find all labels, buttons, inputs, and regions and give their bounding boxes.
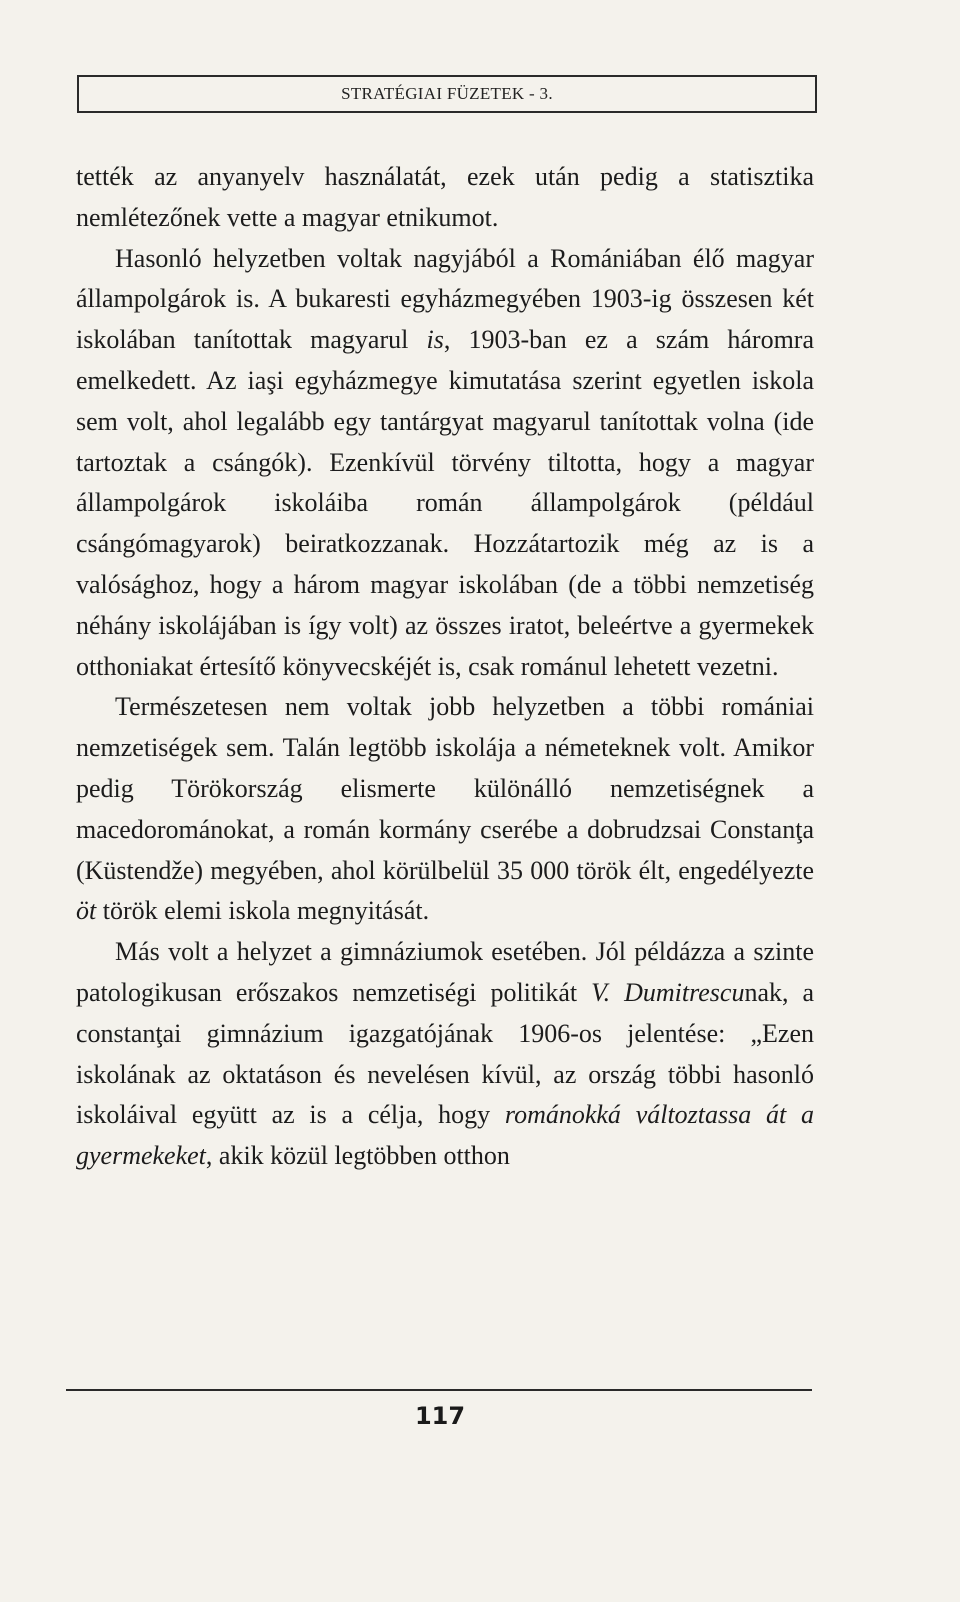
body-text: [76, 157, 814, 1177]
paragraph: [76, 239, 814, 688]
series-title: STRATÉGIAI FÜZETEK - 3.: [341, 84, 553, 103]
page-number: 117: [414, 1402, 466, 1430]
text-run: Hasonló helyzetben voltak nagyjából a Romániában élő magyar állampolgárok is. A bukaresti egyházmegyében 1903-ig összesen két iskolában tanítottak magyarul: [76, 243, 814, 355]
italic-run: öt: [76, 896, 97, 926]
text-run: Más volt a helyzet a gimnáziumok esetében. Jól példázza a szinte patologikusan erőszakos nemzetiségi politikát: [76, 937, 814, 1007]
text-run: , 1903-ban ez a szám háromra emelkedett. Az iaşi egyházmegye kimutatása szerint egyetlen iskola sem volt, ahol legalább egy tantárgyat magyarul tanítottak volna (ide tartoztak a csángók). Ezenkívül törvény tiltotta, hogy a magyar állampolgárok iskoláiba román állampolgárok (például csángómagyarok) beiratkozzanak. Hozzátartozik még az is a valósághoz, hogy a három magyar iskolában (de a többi nemzetiség néhány iskolájában is így volt) az összes iratot, beleértve a gyermekek otthoniakat értesítő könyvecskéjét is, csak románul lehetett vezetni.: [76, 325, 814, 681]
paragraph: [76, 687, 814, 932]
text-run: nak, a constanţai gimnázium igazgatójának 1906-os jelentése: „Ezen iskolának az oktatáson és nevelésen kívül, az ország többi hasonló iskoláival együtt az is a célja, hogy: [76, 977, 814, 1130]
footer-rule: [66, 1389, 812, 1391]
paragraph: [76, 932, 814, 1177]
italic-run: V. Dumitrescu: [591, 977, 745, 1007]
text-run: tették az anyanyelv használatát, ezek után pedig a statisztika nemlétezőnek vette a magyar etnikumot.: [76, 162, 814, 232]
running-header: [77, 75, 817, 113]
paragraph: [76, 157, 814, 239]
text-run: Természetesen nem voltak jobb helyzetben a többi romániai nemzetiségek sem. Talán legtöbb iskolája a németeknek volt. Amikor pedig Törökország elismerte különálló nemzetiségnek a macedorománokat, a román kormány cserébe a dobrudzsai Constanţa (Küstendže) megyében, ahol körülbelül 35 000 török élt, engedélyezte: [76, 692, 814, 885]
text-run: török elemi iskola megnyitását.: [96, 896, 430, 926]
text-run: , akik közül legtöbben otthon: [205, 1141, 510, 1171]
italic-run: is: [426, 325, 444, 355]
italic-run: románokká változtassa át a gyermekeket: [76, 1100, 814, 1171]
